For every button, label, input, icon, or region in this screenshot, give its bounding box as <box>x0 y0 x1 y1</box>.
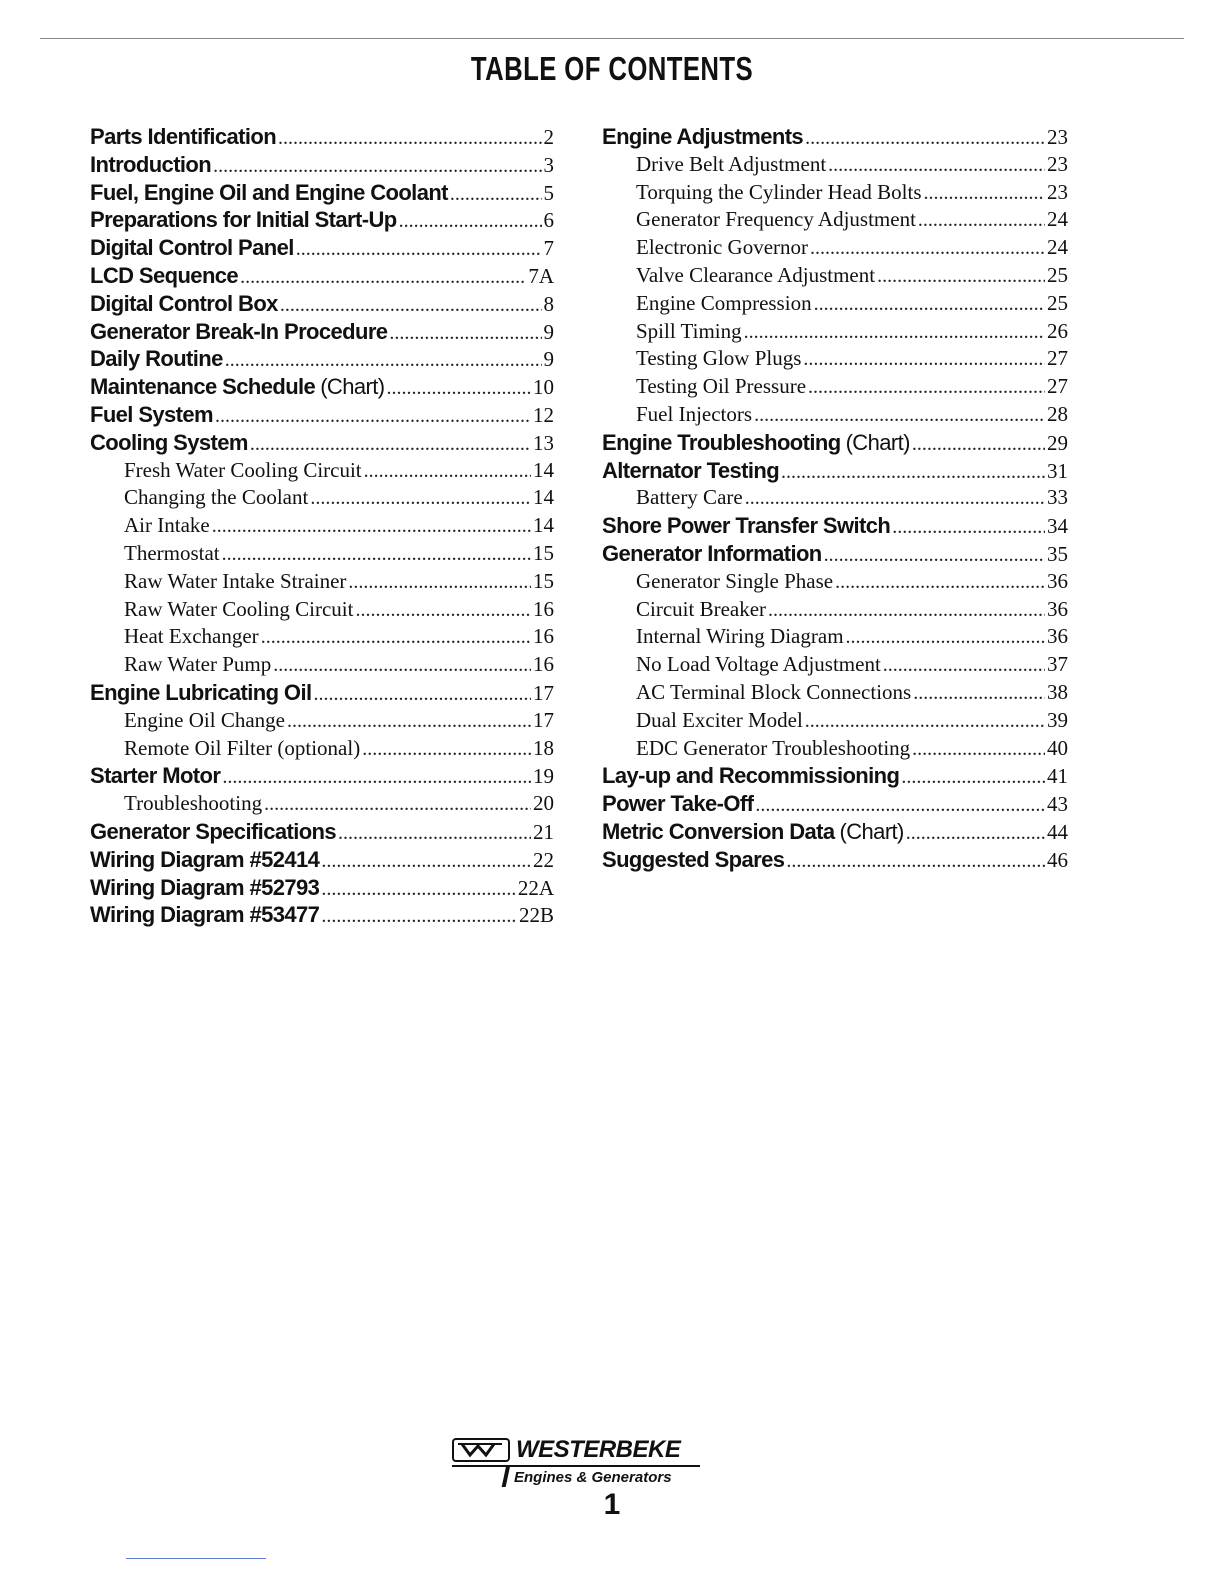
toc-entry-label: Testing Glow Plugs <box>636 346 802 371</box>
toc-entry <box>90 736 554 764</box>
dot-leader <box>399 210 542 233</box>
dot-leader <box>828 154 1045 177</box>
toc-entry-label: Drive Belt Adjustment <box>636 151 827 176</box>
dot-leader <box>213 155 541 178</box>
toc-entry <box>602 541 1068 569</box>
toc-entry-page: 22B <box>518 903 554 928</box>
toc-entry-label: Fresh Water Cooling Circuit <box>124 457 362 482</box>
toc-entry-page: 16 <box>533 652 554 677</box>
toc-entry-page: 34 <box>1047 514 1068 539</box>
toc-entry <box>90 402 554 430</box>
toc-entry-page: 2 <box>543 125 554 149</box>
toc-entry-page: 29 <box>1047 430 1068 455</box>
toc-entry <box>602 430 1068 458</box>
toc-entry-label: Fuel Injectors <box>636 401 753 426</box>
dot-leader <box>745 487 1045 510</box>
toc-entry-label: Preparations for Initial Start-Up <box>90 207 397 233</box>
toc-entry <box>90 430 554 458</box>
dot-leader <box>261 626 531 649</box>
dot-leader <box>280 294 542 317</box>
toc-entry <box>602 513 1068 541</box>
toc-entry-page: 19 <box>533 764 554 789</box>
brand-tagline: Engines & Generators <box>514 1469 672 1486</box>
dot-leader <box>781 461 1045 484</box>
toc-entry <box>602 569 1068 597</box>
toc-entry <box>90 374 554 402</box>
dot-leader <box>310 487 531 510</box>
toc-entry-page: 27 <box>1047 346 1068 371</box>
toc-entry-label: Engine Troubleshooting <box>602 429 841 455</box>
toc-entry-page: 38 <box>1047 679 1068 704</box>
toc-entry-label: Generator Information <box>602 540 822 566</box>
toc-entry <box>90 708 554 736</box>
toc-entry-page: 39 <box>1047 707 1068 732</box>
toc-left-column <box>90 124 554 930</box>
toc-entry-label: Engine Adjustments <box>602 124 804 149</box>
toc-entry-page: 25 <box>1047 290 1068 315</box>
toc-entry-label: Dual Exciter Model <box>636 707 803 732</box>
toc-entry-page: 6 <box>543 208 554 233</box>
toc-entry-page: 26 <box>1047 318 1068 343</box>
toc-entry <box>90 819 554 847</box>
toc-entry <box>90 235 554 263</box>
toc-entry-page: 43 <box>1047 792 1068 817</box>
toc-entry <box>602 736 1068 764</box>
toc-entry-label: Wiring Diagram #52793 <box>90 874 320 900</box>
toc-entry-page: 25 <box>1047 262 1068 287</box>
dot-leader <box>287 710 531 733</box>
dot-leader <box>321 905 517 928</box>
dot-leader <box>835 571 1045 594</box>
toc-entry-label: Wiring Diagram #52414 <box>90 846 320 872</box>
toc-entry-page: 15 <box>533 540 554 565</box>
logo-mark-icon <box>452 1438 510 1462</box>
dot-leader <box>364 460 531 483</box>
toc-entry-page: 36 <box>1047 596 1068 621</box>
toc-entry <box>602 680 1068 708</box>
dot-leader <box>240 266 526 289</box>
dot-leader <box>348 571 531 594</box>
toc-entry-suffix: (Chart) <box>320 374 385 400</box>
toc-entry-label: AC Terminal Block Connections <box>636 679 912 704</box>
toc-entry-label: Generator Frequency Adjustment <box>636 207 916 232</box>
toc-entry <box>602 319 1068 347</box>
toc-entry-label: Heat Exchanger <box>124 624 259 649</box>
toc-entry-label: Battery Care <box>636 485 743 510</box>
toc-entry <box>602 346 1068 374</box>
dot-leader <box>225 349 542 372</box>
toc-entry <box>602 652 1068 680</box>
toc-entry <box>602 124 1068 152</box>
toc-entry-label: EDC Generator Troubleshooting <box>636 735 911 760</box>
toc-entry-label: Engine Oil Change <box>124 707 285 732</box>
toc-entry-page: 17 <box>533 680 554 705</box>
toc-entry <box>90 680 554 708</box>
toc-entry-page: 31 <box>1047 458 1068 483</box>
toc-entry-label: LCD Sequence <box>90 262 239 288</box>
dot-leader <box>386 377 531 400</box>
toc-entry <box>602 207 1068 235</box>
logo-stem <box>502 1465 511 1487</box>
toc-entry-page: 14 <box>533 457 554 482</box>
dot-leader <box>805 127 1045 150</box>
toc-entry-page: 23 <box>1047 151 1068 176</box>
toc-entry-suffix: (Chart) <box>845 429 910 455</box>
dot-leader <box>338 822 531 845</box>
dot-leader <box>805 710 1045 733</box>
dot-leader <box>355 599 531 622</box>
dot-leader <box>278 127 541 150</box>
dot-leader <box>222 766 531 789</box>
dot-leader <box>786 850 1045 873</box>
dot-leader <box>803 348 1045 371</box>
dot-leader <box>846 626 1045 649</box>
toc-entry-label: Generator Specifications <box>90 818 337 844</box>
toc-entry <box>602 402 1068 430</box>
dot-leader <box>754 404 1045 427</box>
toc-entry-page: 14 <box>533 513 554 538</box>
dot-leader <box>755 794 1045 817</box>
toc-entry-label: Spill Timing <box>636 318 742 343</box>
page-title: TABLE OF CONTENTS <box>470 50 754 87</box>
toc-entry-page: 5 <box>543 180 554 205</box>
dot-leader <box>264 793 531 816</box>
dot-leader <box>918 209 1045 232</box>
dot-leader <box>913 682 1045 705</box>
dot-leader <box>273 654 531 677</box>
toc-entry-page: 8 <box>543 291 554 316</box>
toc-entry-page: 21 <box>533 819 554 844</box>
toc-entry-page: 33 <box>1047 485 1068 510</box>
toc-entry <box>602 763 1068 791</box>
toc-entry-label: Metric Conversion Data <box>602 818 835 844</box>
toc-entry-label: Torquing the Cylinder Head Bolts <box>636 179 922 204</box>
toc-entry-page: 7A <box>528 263 554 288</box>
toc-entry <box>90 902 554 930</box>
dot-leader <box>362 738 531 761</box>
toc-entry <box>90 791 554 819</box>
toc-entry-page: 18 <box>533 735 554 760</box>
toc-entry <box>90 458 554 486</box>
dot-leader <box>824 544 1045 567</box>
toc-entry-label: Generator Single Phase <box>636 568 834 593</box>
dot-leader <box>883 654 1045 677</box>
toc-entry <box>602 374 1068 402</box>
toc-entry-label: Raw Water Intake Strainer <box>124 568 347 593</box>
dot-leader <box>321 878 516 901</box>
toc-entry-page: 27 <box>1047 374 1068 399</box>
dot-leader <box>814 293 1045 316</box>
toc-entry-label: Fuel, Engine Oil and Engine Coolant <box>90 179 448 205</box>
toc-entry-page: 17 <box>533 707 554 732</box>
toc-entry-page: 16 <box>533 624 554 649</box>
toc-entry-label: Digital Control Panel <box>90 235 294 261</box>
toc-entry-label: Air Intake <box>124 513 210 538</box>
toc-entry <box>90 763 554 791</box>
toc-entry-label: Valve Clearance Adjustment <box>636 262 876 287</box>
toc-entry-suffix: (Chart) <box>839 818 904 844</box>
toc-entry-label: Troubleshooting <box>124 791 263 816</box>
toc-entry <box>602 708 1068 736</box>
toc-entry-page: 28 <box>1047 401 1068 426</box>
toc-entry-label: Wiring Diagram #53477 <box>90 902 320 928</box>
toc-entry-page: 36 <box>1047 624 1068 649</box>
toc-entry <box>90 180 554 208</box>
dot-leader <box>810 237 1045 260</box>
toc-entry-label: Changing the Coolant <box>124 485 309 510</box>
toc-entry <box>90 597 554 625</box>
toc-entry <box>602 597 1068 625</box>
dot-leader <box>250 433 531 456</box>
toc-entry <box>602 624 1068 652</box>
toc-entry-label: Daily Routine <box>90 346 223 372</box>
toc-entry <box>90 263 554 291</box>
dot-leader <box>321 850 531 873</box>
toc-entry-label: Raw Water Cooling Circuit <box>124 596 354 621</box>
toc-entry <box>90 513 554 541</box>
toc-entry <box>602 847 1068 875</box>
toc-entry-label: Fuel System <box>90 401 214 427</box>
toc-entry-page: 24 <box>1047 207 1068 232</box>
dot-leader <box>313 683 531 706</box>
toc-entry <box>90 652 554 680</box>
dot-leader <box>877 265 1045 288</box>
toc-entry-page: 14 <box>533 485 554 510</box>
toc-entry-label: Introduction <box>90 151 212 177</box>
toc-entry <box>90 875 554 903</box>
toc-entry-page: 7 <box>543 236 554 261</box>
toc-entry-label: Thermostat <box>124 540 220 565</box>
toc-entry-page: 23 <box>1047 179 1068 204</box>
toc-entry-page: 40 <box>1047 735 1068 760</box>
toc-entry <box>602 458 1068 486</box>
toc-entry-label: Lay-up and Recommissioning <box>602 763 900 789</box>
toc-entry <box>602 819 1068 847</box>
dot-leader <box>768 599 1045 622</box>
toc-entry-page: 41 <box>1047 764 1068 789</box>
toc-entry-page: 15 <box>533 568 554 593</box>
toc-entry-label: Raw Water Pump <box>124 652 272 677</box>
toc-entry-page: 20 <box>533 791 554 816</box>
toc-entry-page: 16 <box>533 596 554 621</box>
dot-leader <box>912 433 1045 456</box>
toc-entry <box>90 291 554 319</box>
toc-entry <box>602 152 1068 180</box>
toc-entry <box>602 291 1068 319</box>
toc-entry-page: 12 <box>533 402 554 427</box>
toc-entry <box>602 791 1068 819</box>
toc-entry <box>90 569 554 597</box>
dot-leader <box>808 376 1045 399</box>
toc-entry-page: 44 <box>1047 819 1068 844</box>
footer-rule <box>126 1558 266 1559</box>
toc-entry <box>90 541 554 569</box>
toc-entry-page: 37 <box>1047 652 1068 677</box>
dot-leader <box>912 738 1045 761</box>
toc-entry-label: Maintenance Schedule <box>90 374 316 400</box>
page-number: 1 <box>603 1488 621 1521</box>
dot-leader <box>222 543 531 566</box>
toc-entry <box>602 485 1068 513</box>
dot-leader <box>892 516 1045 539</box>
toc-entry-page: 23 <box>1047 125 1068 149</box>
toc-entry-label: Circuit Breaker <box>636 596 767 621</box>
dot-leader <box>389 322 541 345</box>
toc-entry-page: 3 <box>543 152 554 177</box>
toc-entry-label: Remote Oil Filter (optional) <box>124 735 361 760</box>
dot-leader <box>901 766 1045 789</box>
dot-leader <box>212 515 531 538</box>
toc-entry-label: Internal Wiring Diagram <box>636 624 844 649</box>
dot-leader <box>744 321 1045 344</box>
toc-entry <box>90 847 554 875</box>
dot-leader <box>296 238 542 261</box>
toc-entry <box>90 207 554 235</box>
dot-leader <box>924 182 1046 205</box>
logo-underline <box>452 1465 700 1467</box>
toc-entry-page: 10 <box>533 375 554 400</box>
toc-entry <box>602 235 1068 263</box>
toc-entry-label: Testing Oil Pressure <box>636 374 807 399</box>
toc-entry <box>90 624 554 652</box>
toc-entry <box>90 319 554 347</box>
toc-entry-label: Shore Power Transfer Switch <box>602 513 891 539</box>
toc-entry-label: Generator Break-In Procedure <box>90 318 388 344</box>
toc-entry-page: 36 <box>1047 568 1068 593</box>
toc-entry <box>90 152 554 180</box>
toc-entry-label: Engine Compression <box>636 290 812 315</box>
dot-leader <box>215 405 531 428</box>
toc-entry-page: 35 <box>1047 541 1068 566</box>
toc-right-column <box>602 124 1068 875</box>
top-rule <box>40 38 1184 39</box>
toc-entry <box>602 180 1068 208</box>
toc-entry-page: 22A <box>517 875 554 900</box>
toc-entry <box>90 485 554 513</box>
toc-entry-label: Cooling System <box>90 429 248 455</box>
toc-entry-page: 13 <box>533 430 554 455</box>
toc-entry-label: No Load Voltage Adjustment <box>636 652 881 677</box>
toc-entry-label: Power Take-Off <box>602 791 754 817</box>
dot-leader <box>906 822 1045 845</box>
toc-entry-label: Electronic Governor <box>636 235 809 260</box>
toc-entry-page: 9 <box>543 319 554 344</box>
toc-entry-label: Suggested Spares <box>602 846 785 872</box>
toc-entry <box>602 263 1068 291</box>
brand-name: WESTERBEKE <box>516 1436 681 1463</box>
toc-entry-page: 9 <box>543 347 554 372</box>
toc-entry-page: 46 <box>1047 847 1068 872</box>
toc-entry-label: Engine Lubricating Oil <box>90 679 312 705</box>
toc-entry-label: Parts Identification <box>90 124 277 149</box>
toc-entry <box>90 124 554 152</box>
toc-entry-page: 22 <box>533 847 554 872</box>
toc-entry <box>90 346 554 374</box>
toc-entry-label: Starter Motor <box>90 763 221 789</box>
toc-entry-label: Digital Control Box <box>90 290 278 316</box>
westerbeke-logo <box>452 1436 712 1492</box>
toc-entry-label: Alternator Testing <box>602 457 780 483</box>
dot-leader <box>450 183 542 206</box>
toc-entry-page: 24 <box>1047 235 1068 260</box>
